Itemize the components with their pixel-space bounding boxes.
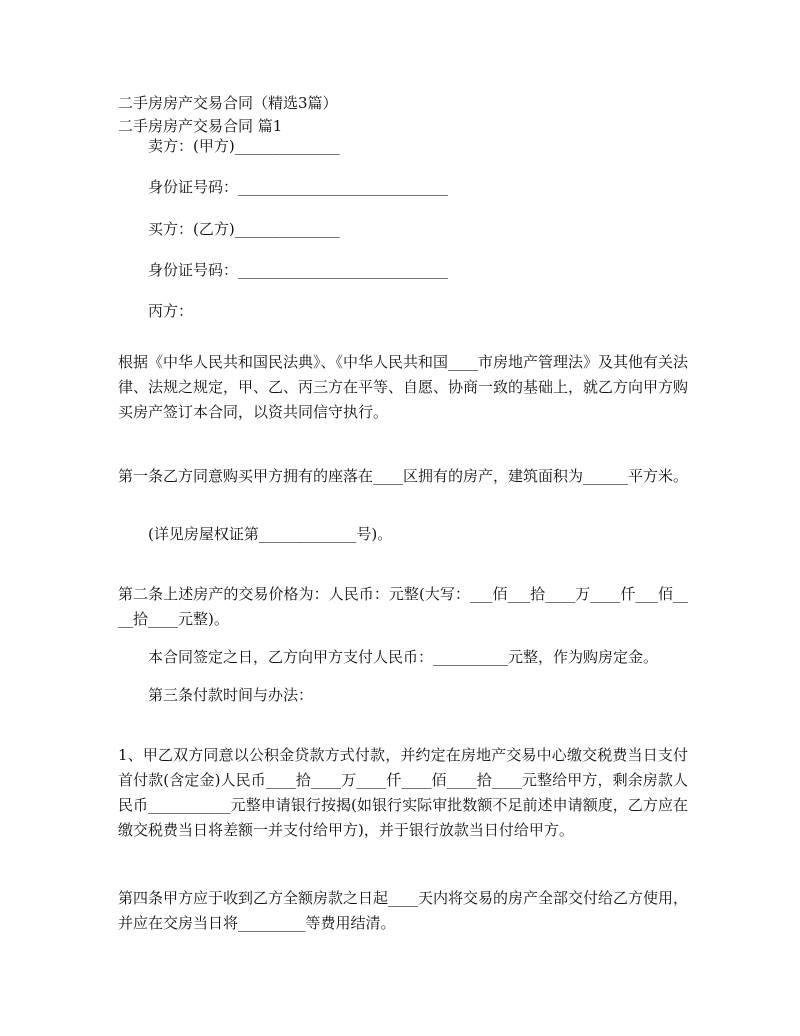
buyer-line: 买方：(乙方)______________ [148, 220, 340, 238]
article-4-paragraph: 第四条甲方应于收到乙方全额房款之日起____天内将交易的房产全部交付给乙方使用，并应在交房当日将_________等费用结清。 [118, 889, 689, 932]
document-title: 二手房房产交易合同（精选3篇） [118, 94, 338, 112]
payment-clause-1: 1、甲乙双方同意以公积金贷款方式付款，并约定在房地产交易中心缴交税费当日支付首付款(含定金)人民币____拾____万____仟____佰____拾____元整给甲方，剩余房款人民币___________元整申请银行按揭(如银行实际审批数额不足前述申请额度，乙方应在缴交税费当日将差额一并支付给甲方)，并于银行放款当日付给甲方。 [118, 746, 688, 839]
third-party-line: 丙方： [148, 302, 194, 320]
buyer-id-line: 身份证号码：____________________________ [148, 261, 449, 279]
article-2-paragraph: 第二条上述房产的交易价格为：人民币：元整(大写：___佰___拾____万____仟___佰____拾____元整)。 [118, 585, 688, 628]
section-heading: 二手房房产交易合同 篇1 [118, 117, 283, 135]
article-1-note: (详见房屋权证第_____________号)。 [148, 525, 393, 543]
deposit-line: 本合同签定之日，乙方向甲方支付人民币：__________元整，作为购房定金。 [148, 648, 659, 666]
seller-id-line: 身份证号码：____________________________ [148, 178, 449, 196]
seller-line: 卖方：(甲方)______________ [148, 137, 340, 155]
preamble-paragraph: 根据《中华人民共和国民法典》、《中华人民共和国____市房地产管理法》及其他有关法律、法规之规定，甲、乙、丙三方在平等、自愿、协商一致的基础上，就乙方向甲方购买房产签订本合同，以资共同信守执行。 [118, 353, 689, 421]
article-3-heading: 第三条付款时间与办法： [148, 686, 314, 704]
article-1-paragraph: 第一条乙方同意购买甲方拥有的座落在____区拥有的房产，建筑面积为______平方米。 [118, 467, 689, 485]
